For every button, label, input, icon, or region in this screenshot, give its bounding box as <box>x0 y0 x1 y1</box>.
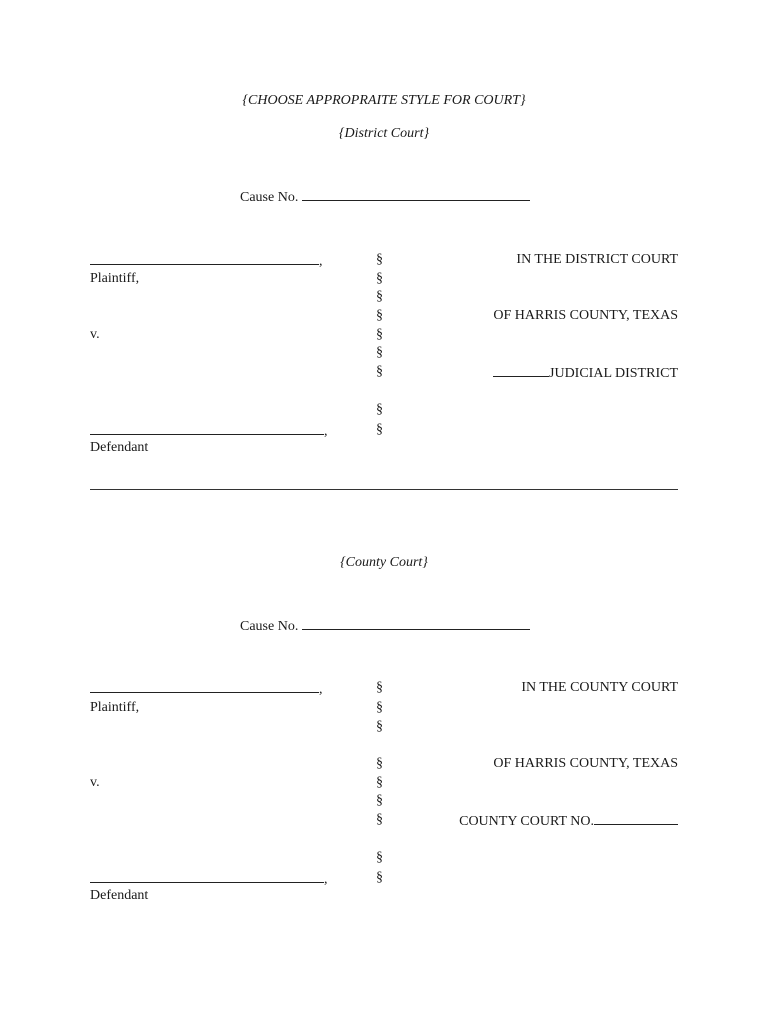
county-court-line-3: COUNTY COURT NO. <box>459 814 594 829</box>
county-plaintiff-name-blank[interactable] <box>90 679 319 693</box>
district-section-mark: § <box>376 345 383 360</box>
county-section-mark: § <box>376 870 383 885</box>
district-section-mark: § <box>376 308 383 323</box>
county-court-number-blank[interactable] <box>594 811 678 825</box>
county-section-mark: § <box>376 850 383 865</box>
district-court-line-2: OF HARRIS COUNTY, TEXAS <box>493 308 678 323</box>
county-court-line-2: OF HARRIS COUNTY, TEXAS <box>493 756 678 771</box>
district-defendant-name-blank[interactable] <box>90 421 324 435</box>
county-section-mark: § <box>376 700 383 715</box>
county-plaintiff-name-line <box>90 679 323 699</box>
district-defendant-label: Defendant <box>90 440 149 455</box>
county-defendant-name-blank[interactable] <box>90 869 324 883</box>
district-section-mark: § <box>376 364 383 379</box>
district-defendant-name-line <box>90 421 328 441</box>
district-section-mark: § <box>376 271 383 286</box>
county-versus: v. <box>90 775 100 790</box>
district-section-mark: § <box>376 252 383 267</box>
district-judicial-number-blank[interactable] <box>493 363 549 377</box>
district-plaintiff-name-line <box>90 251 323 271</box>
county-court-line-1: IN THE COUNTY COURT <box>521 680 678 695</box>
district-versus: v. <box>90 327 100 342</box>
style-instruction: {CHOOSE APPROPRAITE STYLE FOR COURT} <box>242 93 526 108</box>
district-plaintiff-name-blank[interactable] <box>90 251 319 265</box>
district-court-line-3-row <box>493 363 678 383</box>
section-divider <box>90 489 678 490</box>
district-defendant-comma: , <box>324 424 328 439</box>
county-court-heading: {County Court} <box>340 555 428 570</box>
district-section-mark: § <box>376 327 383 342</box>
county-cause-number-line <box>240 616 530 636</box>
county-plaintiff-comma: , <box>319 682 323 697</box>
county-section-mark: § <box>376 719 383 734</box>
district-section-mark: § <box>376 422 383 437</box>
county-section-mark: § <box>376 680 383 695</box>
county-cause-number-blank[interactable] <box>302 616 530 630</box>
county-plaintiff-label: Plaintiff, <box>90 700 140 715</box>
county-section-mark: § <box>376 775 383 790</box>
district-court-heading: {District Court} <box>338 126 430 141</box>
county-section-mark: § <box>376 793 383 808</box>
county-section-mark: § <box>376 756 383 771</box>
district-court-line-1: IN THE DISTRICT COURT <box>516 252 678 267</box>
district-section-mark: § <box>376 402 383 417</box>
county-cause-label: Cause No. <box>240 619 299 634</box>
district-plaintiff-label: Plaintiff, <box>90 271 140 286</box>
county-defendant-name-line <box>90 869 328 889</box>
district-cause-number-line <box>240 187 530 207</box>
district-plaintiff-comma: , <box>319 254 323 269</box>
district-section-mark: § <box>376 289 383 304</box>
county-defendant-label: Defendant <box>90 888 149 903</box>
county-court-line-3-row <box>459 811 678 831</box>
county-section-mark: § <box>376 812 383 827</box>
county-defendant-comma: , <box>324 872 328 887</box>
district-cause-number-blank[interactable] <box>302 187 530 201</box>
district-court-line-3: JUDICIAL DISTRICT <box>549 366 678 381</box>
district-cause-label: Cause No. <box>240 190 299 205</box>
